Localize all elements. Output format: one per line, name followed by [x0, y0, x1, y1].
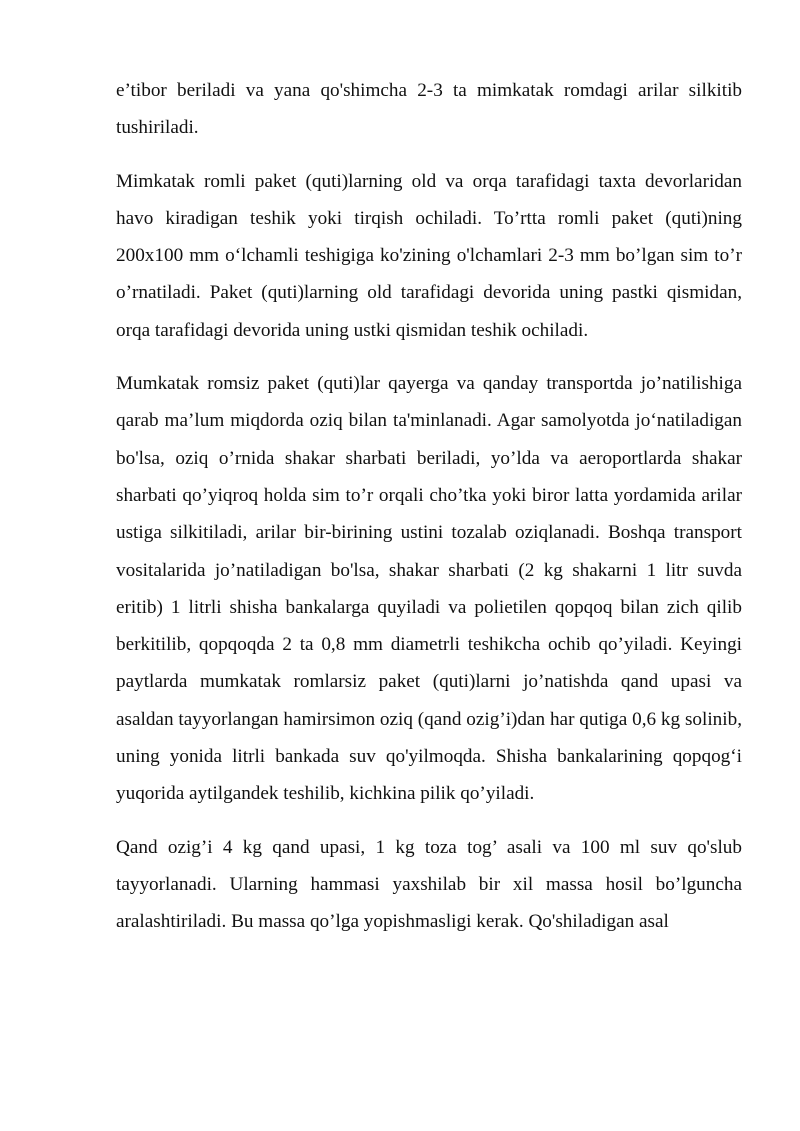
paragraph: e’tibor beriladi va yana qo'shimcha 2-3 ta mimkatak romdagi arilar silkitib tushiriladi. — [116, 80, 742, 139]
paragraph: Qand ozig’i 4 kg qand upasi, 1 kg toza tog’ asali va 100 ml suv qo'slub tayyorlanadi. Ularning hammasi yaxshilab bir xil massa hosil bo’lguncha aralashtiriladi. Bu massa qo’lga yopishmasligi kerak. Qo'shiladigan asal — [116, 836, 742, 933]
paragraph: Mimkatak romli paket (quti)larning old va orqa tarafidagi taxta devorlaridan havo kiradigan teshik yoki tirqish ochiladi. To’rtta romli paket (quti)ning 200x100 mm o‘lchamli teshigiga ko'zining o'lchamlari 2-3 mm bo’lgan sim to’r o’rnatiladi. Paket (quti)larning old tarafidagi devorida uning pastki qismidan, orqa tarafidagi devorida uning ustki qismidan teshik ochiladi. — [116, 170, 742, 341]
document-page — [116, 72, 742, 957]
paragraph: Mumkatak romsiz paket (quti)lar qayerga va qanday transportda jo’natilishiga qarab ma’lum miqdorda oziq bilan ta'minlanadi. Agar samolyotda jo‘natiladigan bo'lsa, oziq o’rnida shakar sharbati beriladi, yo’lda va aeroportlarda shakar sharbati qo’yiqroq holda sim to’r orqali cho’tka yoki biror latta yordamida arilar ustiga silkitiladi, arilar bir-birining ustini tozalab oziqlanadi. Boshqa transport vositalarida jo’natiladigan bo'lsa, shakar sharbati (2 kg shakarni 1 litr suvda eritib) 1 litrli shisha bankalarga quyiladi va polietilen qopqoq bilan zich qilib berkitilib, qopqoqda 2 ta 0,8 mm diametrli teshikcha ochib qo’yiladi. Keyingi paytlarda mumkatak romlarsiz paket (quti)larni jo’natishda qand upasi va asaldan tayyorlangan hamirsimon oziq (qand ozig’i)dan har qutiga 0,6 kg solinib, uning yonida litrli bankada suv qo'yilmoqda. Shisha bankalarining qopqog‘i yuqorida aytilgandek teshilib, kichkina pilik qo’yiladi. — [116, 373, 742, 805]
